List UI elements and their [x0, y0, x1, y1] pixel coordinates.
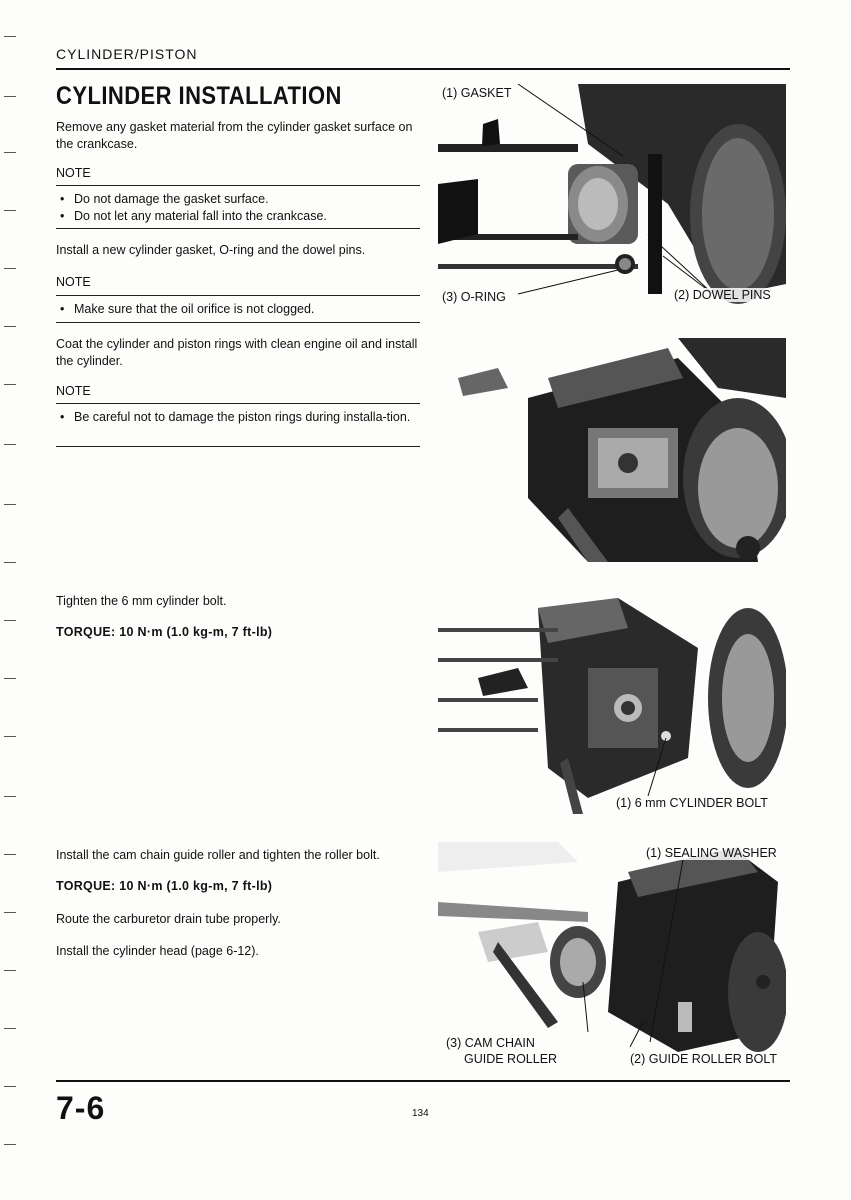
section-header: CYLINDER/PISTON	[56, 46, 198, 62]
header-rule	[56, 68, 790, 70]
torque-spec: TORQUE: 10 N·m (1.0 kg-m, 7 ft-lb)	[56, 879, 273, 893]
note-label: NOTE	[56, 275, 91, 289]
callout-guide-roller-line2: GUIDE ROLLER	[464, 1052, 558, 1066]
paragraph-coat-cylinder: Coat the cylinder and piston rings with clean engine oil and install the cylinder.	[56, 337, 418, 368]
figure-cylinder-bolt-photo	[438, 588, 786, 814]
paragraph-drain-tube: Route the carburetor drain tube properly.	[56, 912, 281, 926]
note-rule	[56, 403, 420, 404]
paragraph-install-gasket: Install a new cylinder gasket, O-ring and the dowel pins.	[56, 243, 366, 257]
page-number: 7-6	[56, 1090, 106, 1126]
note-rule	[56, 446, 420, 447]
callout-gasket: (1) GASKET	[442, 86, 512, 100]
page-title: CYLINDER INSTALLATION	[56, 82, 342, 110]
torque-spec: TORQUE: 10 N·m (1.0 kg-m, 7 ft-lb)	[56, 625, 273, 639]
callout-guide-roller-line1: (3) CAM CHAIN	[446, 1036, 535, 1050]
note-rule	[56, 228, 420, 229]
paragraph-install-head: Install the cylinder head (page 6-12).	[56, 944, 259, 958]
paragraph-tighten-bolt: Tighten the 6 mm cylinder bolt.	[56, 594, 227, 608]
note-rule	[56, 295, 420, 296]
callout-dowel-pins: (2) DOWEL PINS	[674, 288, 771, 302]
note-rule	[56, 185, 420, 186]
note-label: NOTE	[56, 384, 91, 398]
note-item: • Do not damage the gasket surface.	[56, 191, 422, 208]
note-item: • Do not let any material fall into the crankcase.	[56, 208, 422, 225]
note-item: • Make sure that the oil orifice is not clogged.	[56, 301, 422, 318]
note-label: NOTE	[56, 166, 91, 180]
callout-guide-roller-bolt: (2) GUIDE ROLLER BOLT	[630, 1052, 778, 1066]
scan-page-number: 134	[412, 1108, 429, 1119]
footer-rule	[56, 1080, 790, 1082]
figure-cylinder-install-photo	[438, 338, 786, 562]
note-rule	[56, 322, 420, 323]
callout-sealing-washer: (1) SEALING WASHER	[646, 846, 777, 860]
figure-gasket-photo	[438, 84, 786, 310]
note-item: • Be careful not to damage the piston rings during installa-tion.	[56, 409, 422, 426]
callout-cylinder-bolt: (1) 6 mm CYLINDER BOLT	[616, 796, 768, 810]
paragraph-remove-gasket: Remove any gasket material from the cylinder gasket surface on the crankcase.	[56, 120, 413, 151]
paragraph-guide-roller: Install the cam chain guide roller and tighten the roller bolt.	[56, 848, 380, 862]
callout-o-ring: (3) O-RING	[442, 290, 506, 304]
figure-guide-roller-photo	[438, 842, 786, 1068]
